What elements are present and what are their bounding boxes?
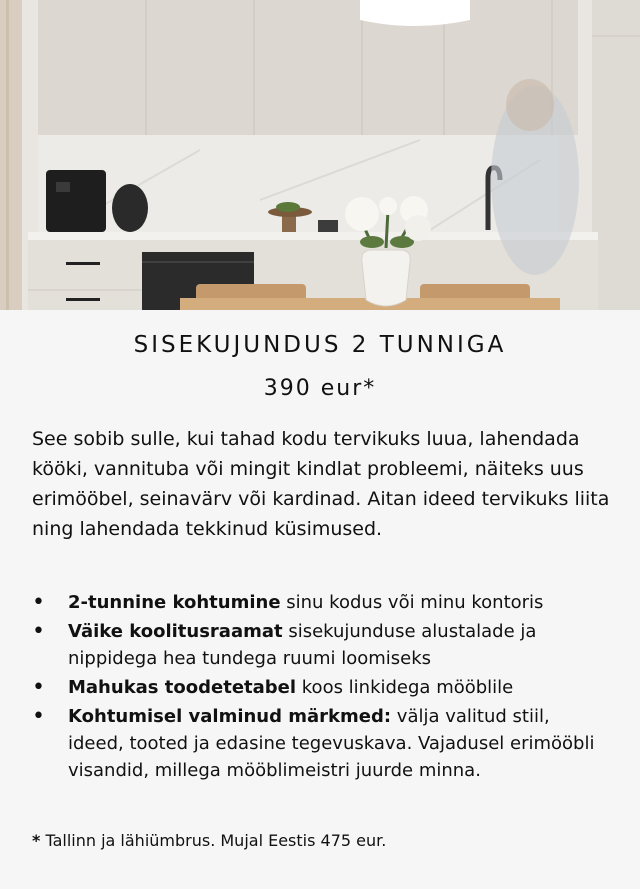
bullet-icon: •: [32, 590, 45, 615]
bullet-icon: •: [32, 619, 45, 644]
bullet-icon: •: [32, 704, 45, 729]
list-item: [32, 703, 608, 784]
footnote: [32, 830, 608, 852]
bullet-icon: •: [32, 675, 45, 700]
feature-title: 2-tunnine kohtumine: [68, 592, 281, 613]
feature-text: välja valitud stiil, ideed, tooted ja edasine tegevuskava. Vajadusel erimööbli visandid, millega mööblimeistri juurde minna.: [68, 706, 595, 781]
service-content: [0, 330, 640, 852]
feature-title: Kohtumisel valminud märkmed:: [68, 706, 392, 727]
feature-title: Mahukas toodetetabel: [68, 677, 297, 698]
feature-title: Väike koolitusraamat: [68, 621, 283, 642]
list-item: [32, 618, 608, 672]
feature-text: sinu kodus või minu kontoris: [280, 592, 544, 613]
feature-text: sisekujunduse alustalade ja nippidega hea tundega ruumi loomiseks: [68, 621, 537, 669]
list-item: [32, 589, 608, 616]
feature-list: [32, 589, 608, 784]
feature-text: koos linkidega mööblile: [296, 677, 514, 698]
service-intro: See sobib sulle, kui tahad kodu tervikuks luua, lahendada kööki, vannituba või mingit kindlat probleemi, näiteks uus erimööbel, seinavärv või kardinad. Aitan ideed tervikuks liita ning lahendada tekkinud küsimused.: [32, 428, 610, 540]
service-title: SISEKUJUNDUS 2 TUNNIGA: [133, 332, 507, 358]
footnote-asterisk: *: [32, 831, 41, 850]
footnote-text: Tallinn ja lähiümbrus. Mujal Eestis 475 eur.: [40, 831, 387, 850]
list-item: [32, 674, 608, 701]
hero-image: [0, 0, 640, 310]
kitchen-photo: [0, 0, 640, 310]
service-price: 390 eur*: [263, 376, 377, 401]
